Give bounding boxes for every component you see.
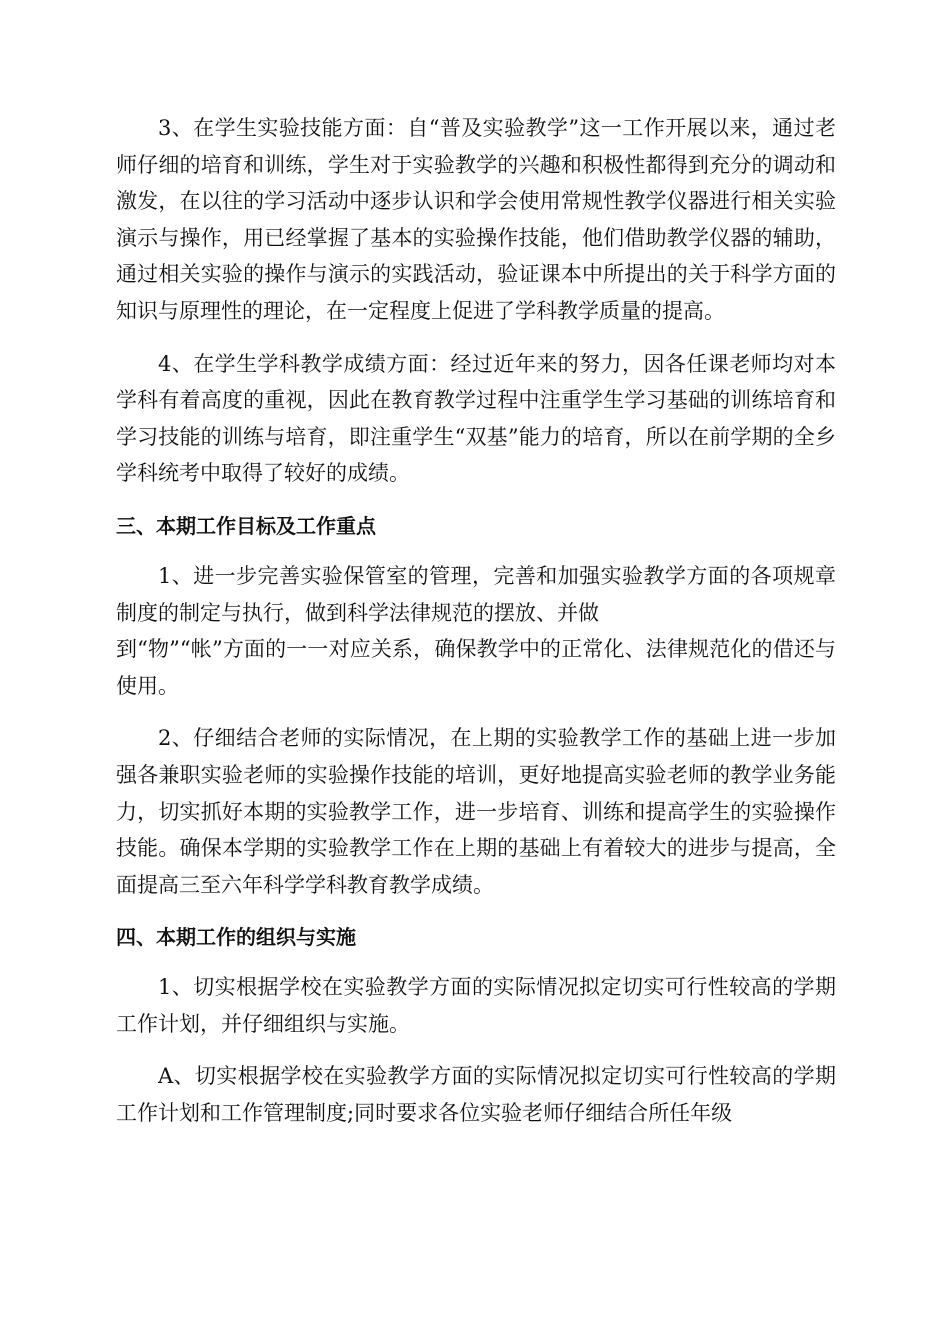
paragraph-academic-results: 4、在学生学科教学成绩方面：经过近年来的努力，因各任课老师均对本学科有着高度的重视，因此在教育教学过程中注重学生学习基础的训练培育和学习技能的训练与培育，即注重学生“双基”能力的培育，所以在前学期的全乡学科统考中取得了较好的成绩。 (116, 351, 836, 486)
document-body (116, 110, 836, 1148)
section-heading-goals: 三、本期工作目标及工作重点 (116, 513, 376, 538)
paragraph-goal-1-continued: 到“物”“帐”方面的一一对应关系，确保教学中的正常化、法律规范化的借还与使用。 (116, 637, 836, 698)
paragraph-goal-1: 1、进一步完善实验保管室的管理，完善和加强实验教学方面的各项规章制度的制定与执行，做到科学法律规范的摆放、并做 (116, 563, 836, 625)
section-heading-implementation: 四、本期工作的组织与实施 (116, 925, 356, 950)
paragraph-goal-2: 2、仔细结合老师的实际情况，在上期的实验教学工作的基础上进一步加强各兼职实验老师的实验操作技能的培训，更好地提高实验老师的教学业务能力，切实抓好本期的实验教学工作，进一步培育、训练和提高学生的实验操作技能。确保本学期的实验教学工作在上期的基础上有着较大的进步与提高，全面提高三至六年科学学科教育教学成绩。 (116, 726, 836, 897)
paragraph-implementation-1: 1、切实根据学校在实验教学方面的实际情况拟定切实可行性较高的学期工作计划，并仔细组织与实施。 (116, 975, 836, 1036)
paragraph-implementation-a: A、切实根据学校在实验教学方面的实际情况拟定切实可行性较高的学期工作计划和工作管理制度;同时要求各位实验老师仔细结合所任年级 (116, 1064, 836, 1126)
paragraph-lab-skills: 3、在学生实验技能方面：自“普及实验教学”这一工作开展以来，通过老师仔细的培育和训练，学生对于实验教学的兴趣和积极性都得到充分的调动和激发，在以往的学习活动中逐步认识和学会使用常规性教学仪器进行相关实验演示与操作，用已经掌握了基本的实验操作技能，他们借助教学仪器的辅助，通过相关实验的操作与演示的实践活动，验证课本中所提出的关于科学方面的知识与原理性的理论，在一定程度上促进了学科教学质量的提高。 (116, 116, 836, 323)
